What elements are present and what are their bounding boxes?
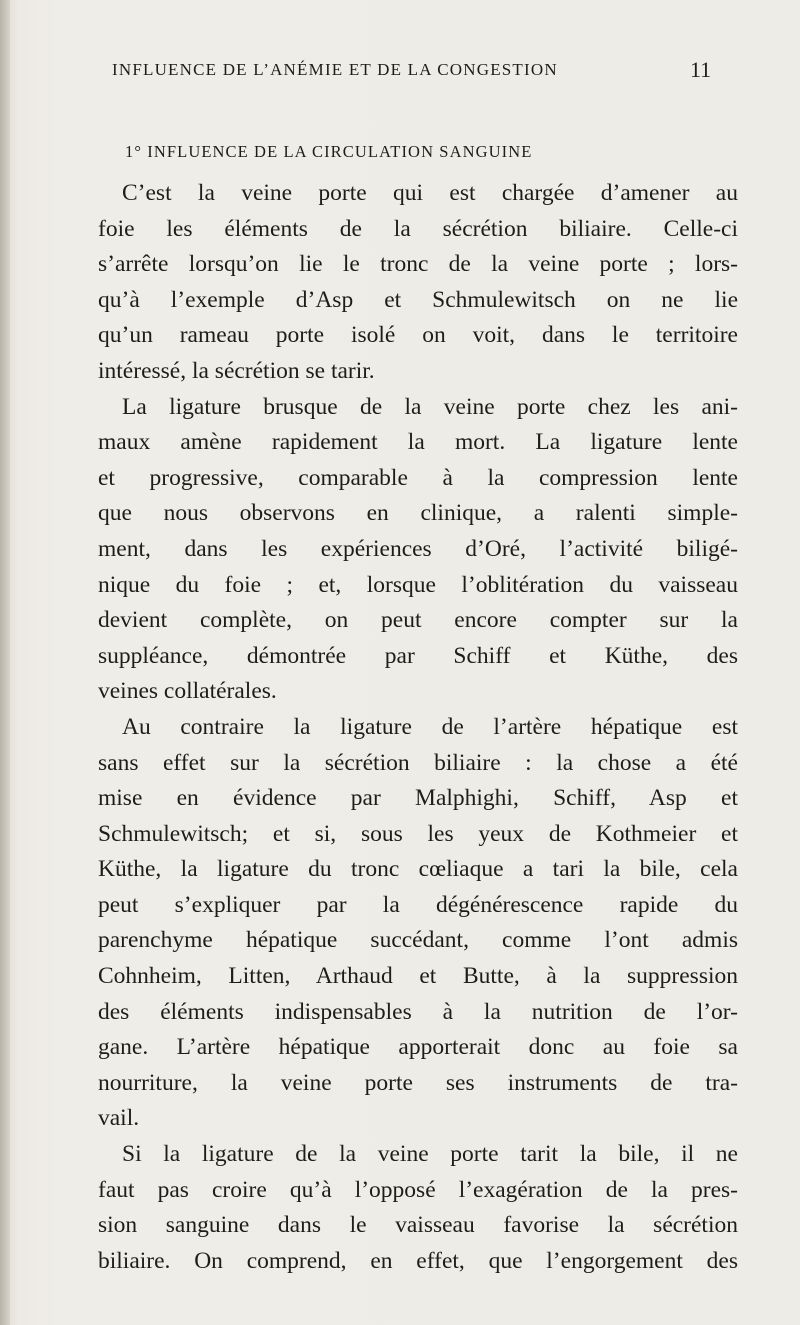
text-line: Schmulewitsch; et si, sous les yeux de Kothmeier et bbox=[98, 820, 738, 847]
text-line: C’est la veine porte qui est chargée d’amener au bbox=[122, 180, 738, 206]
page-number: 11 bbox=[690, 57, 712, 82]
text-line: Au contraire la ligature de l’artère hépatique est bbox=[122, 713, 738, 740]
text-line: et progressive, comparable à la compression lente bbox=[98, 464, 738, 491]
body-text bbox=[98, 176, 738, 1279]
text-line: maux amène rapidement la mort. La ligature lente bbox=[98, 429, 738, 456]
text-line: gane. L’artère hépatique apporterait donc au foie sa bbox=[98, 1034, 738, 1061]
text-line: sion sanguine dans le vaisseau favorise la sécrétion bbox=[98, 1212, 738, 1239]
text-line: La ligature brusque de la veine porte chez les ani- bbox=[122, 393, 738, 420]
text-line: suppléance, démontrée par Schiff et Küthe, des bbox=[98, 642, 738, 669]
section-title: 1° INFLUENCE DE LA CIRCULATION SANGUINE bbox=[125, 142, 533, 161]
text-line: intéressé, la sécrétion se tarir. bbox=[98, 357, 375, 384]
text-line: parenchyme hépatique succédant, comme l’ont admis bbox=[98, 927, 738, 954]
text-line: que nous observons en clinique, a ralenti simple- bbox=[98, 500, 738, 527]
text-line: qu’à l’exemple d’Asp et Schmulewitsch on ne lie bbox=[98, 286, 738, 313]
text-line: devient complète, on peut encore compter sur la bbox=[98, 607, 738, 634]
page-gutter-edge bbox=[0, 0, 10, 1325]
text-line: mise en évidence par Malphighi, Schiff, Asp et bbox=[98, 785, 738, 812]
text-line: faut pas croire qu’à l’opposé l’exagération de la pres- bbox=[98, 1176, 738, 1203]
running-head-title: INFLUENCE DE L’ANÉMIE ET DE LA CONGESTION bbox=[112, 60, 558, 79]
text-line: qu’un rameau porte isolé on voit, dans le territoire bbox=[98, 322, 738, 349]
text-line: ment, dans les expériences d’Oré, l’activité biligé- bbox=[98, 535, 738, 562]
text-line: s’arrête lorsqu’on lie le tronc de la veine porte ; lors- bbox=[98, 251, 738, 278]
text-line: foie les éléments de la sécrétion biliaire. Celle-ci bbox=[98, 215, 738, 242]
text-line: nique du foie ; et, lorsque l’oblitération du vaisseau bbox=[98, 571, 738, 598]
text-line: des éléments indispensables à la nutrition de l’or- bbox=[98, 998, 738, 1025]
text-line: nourriture, la veine porte ses instruments de tra- bbox=[98, 1069, 738, 1096]
text-line: vail. bbox=[98, 1105, 140, 1132]
text-line: biliaire. On comprend, en effet, que l’engorgement des bbox=[98, 1247, 738, 1274]
text-line: veines collatérales. bbox=[98, 678, 277, 705]
running-head bbox=[112, 57, 712, 82]
text-line: Cohnheim, Litten, Arthaud et Butte, à la suppression bbox=[98, 963, 738, 990]
text-line: peut s’expliquer par la dégénérescence rapide du bbox=[98, 891, 738, 918]
text-line: Si la ligature de la veine porte tarit la bile, il ne bbox=[122, 1141, 738, 1168]
text-line: Küthe, la ligature du tronc cœliaque a tari la bile, cela bbox=[98, 856, 738, 883]
text-line: sans effet sur la sécrétion biliaire : la chose a été bbox=[98, 749, 738, 776]
